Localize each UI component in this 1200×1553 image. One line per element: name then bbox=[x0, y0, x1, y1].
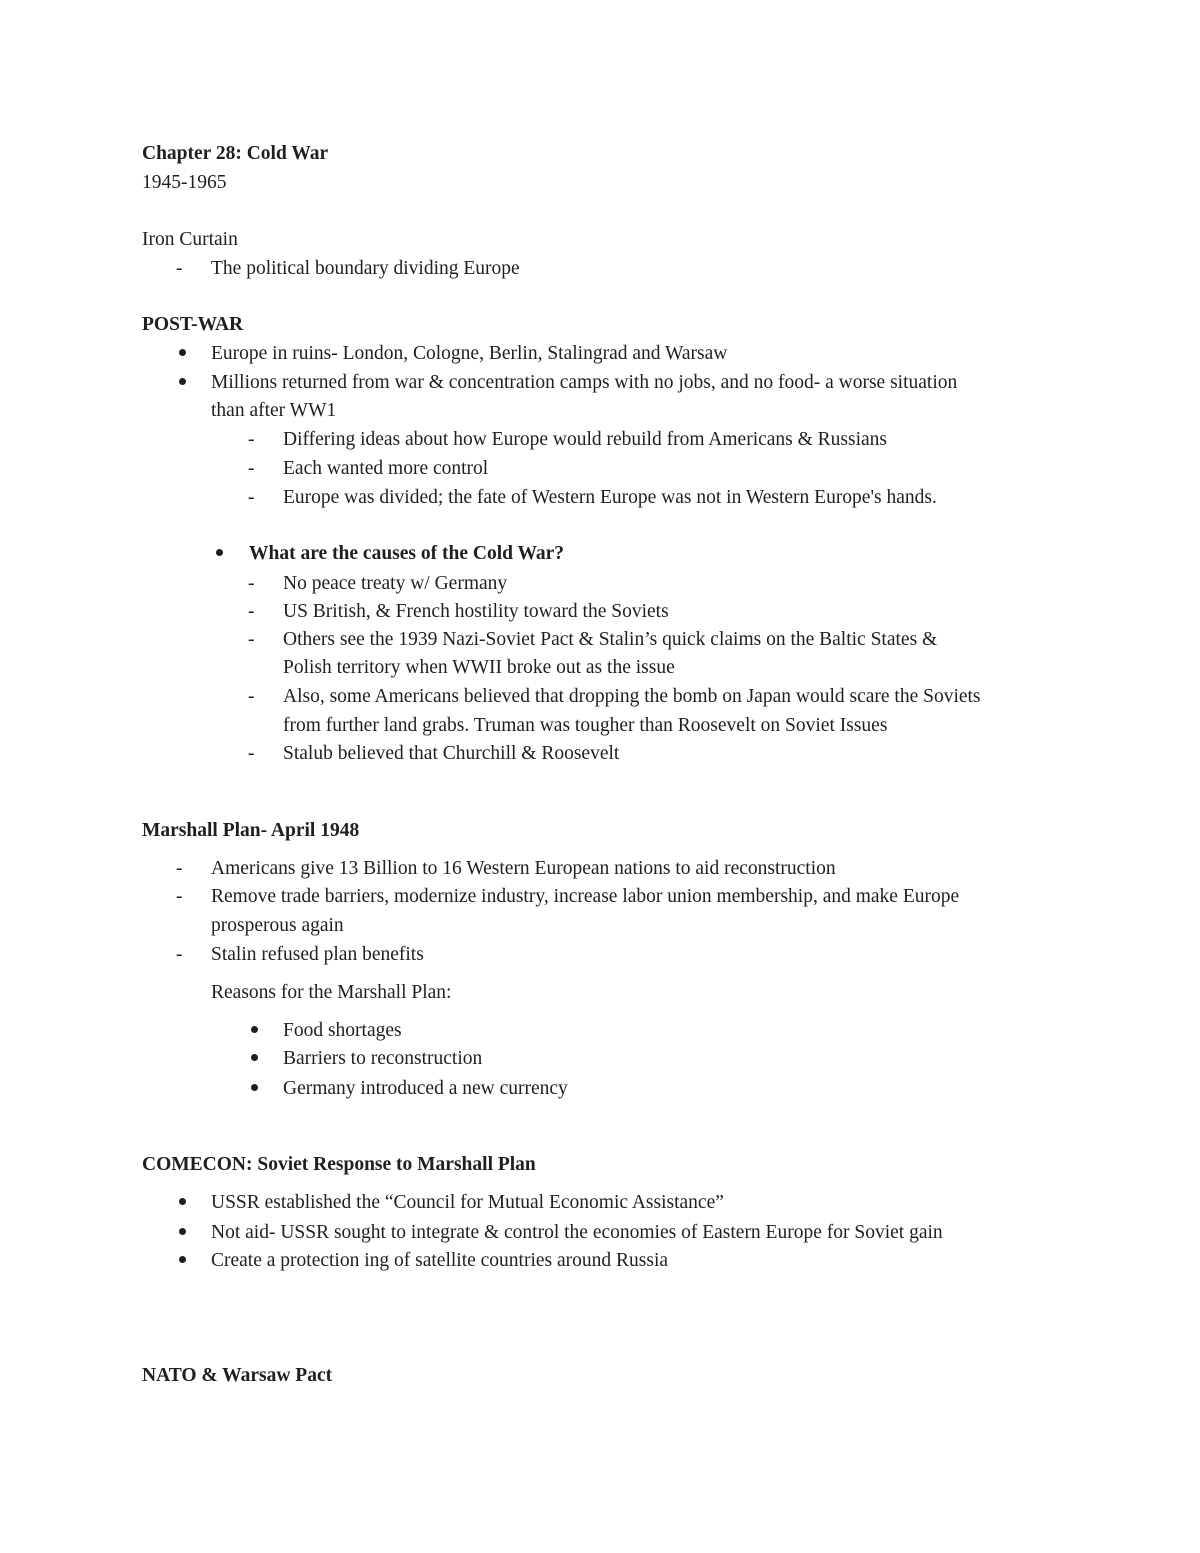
causes-heading: What are the causes of the Cold War? bbox=[249, 543, 565, 564]
dash-marker: - bbox=[248, 601, 255, 622]
bullet-icon bbox=[251, 1026, 258, 1033]
bullet-icon bbox=[179, 1198, 186, 1205]
nato-heading: NATO & Warsaw Pact bbox=[142, 1365, 333, 1386]
list-item-continuation: Polish territory when WWII broke out as the issue bbox=[283, 657, 675, 678]
list-item: Not aid- USSR sought to integrate & control the economies of Eastern Europe for Soviet gain bbox=[211, 1222, 943, 1243]
list-item: Europe was divided; the fate of Western Europe was not in Western Europe's hands. bbox=[283, 487, 937, 508]
list-item: Stalin refused plan benefits bbox=[211, 944, 424, 965]
list-item: The political boundary dividing Europe bbox=[211, 258, 520, 279]
dash-marker: - bbox=[176, 858, 183, 879]
dash-marker: - bbox=[248, 686, 255, 707]
list-item: Create a protection ing of satellite countries around Russia bbox=[211, 1250, 669, 1271]
marshall-plan-heading: Marshall Plan- April 1948 bbox=[142, 820, 360, 841]
bullet-icon bbox=[179, 378, 186, 385]
list-item: Others see the 1939 Nazi-Soviet Pact & Stalin’s quick claims on the Baltic States & bbox=[283, 629, 938, 650]
list-item: US British, & French hostility toward the Soviets bbox=[283, 601, 669, 622]
list-item: Also, some Americans believed that dropping the bomb on Japan would scare the Soviets bbox=[283, 686, 981, 707]
bullet-icon bbox=[251, 1084, 258, 1091]
list-item: Food shortages bbox=[283, 1020, 402, 1041]
dash-marker: - bbox=[176, 944, 183, 965]
list-item: Stalub believed that Churchill & Roosevelt bbox=[283, 743, 620, 764]
dash-marker: - bbox=[248, 429, 255, 450]
list-item: USSR established the “Council for Mutual Economic Assistance” bbox=[211, 1192, 724, 1213]
bullet-icon bbox=[179, 349, 186, 356]
list-item: Millions returned from war & concentration camps with no jobs, and no food- a worse situation bbox=[211, 372, 958, 393]
dash-marker: - bbox=[248, 458, 255, 479]
bullet-icon bbox=[251, 1054, 258, 1061]
comecon-heading: COMECON: Soviet Response to Marshall Plan bbox=[142, 1154, 536, 1175]
list-item: Differing ideas about how Europe would rebuild from Americans & Russians bbox=[283, 429, 888, 450]
bullet-icon bbox=[216, 549, 223, 556]
list-item: Europe in ruins- London, Cologne, Berlin, Stalingrad and Warsaw bbox=[211, 343, 728, 364]
reasons-heading: Reasons for the Marshall Plan: bbox=[211, 982, 452, 1003]
bullet-icon bbox=[179, 1228, 186, 1235]
dash-marker: - bbox=[176, 258, 183, 279]
list-item: Germany introduced a new currency bbox=[283, 1078, 568, 1099]
dash-marker: - bbox=[248, 629, 255, 650]
dash-marker: - bbox=[248, 573, 255, 594]
dash-marker: - bbox=[176, 886, 183, 907]
list-item: Barriers to reconstruction bbox=[283, 1048, 483, 1069]
list-item-continuation: from further land grabs. Truman was tougher than Roosevelt on Soviet Issues bbox=[283, 715, 888, 736]
dash-marker: - bbox=[248, 487, 255, 508]
list-item-continuation: prosperous again bbox=[211, 915, 344, 936]
post-war-heading: POST-WAR bbox=[142, 314, 244, 335]
list-item-continuation: than after WW1 bbox=[211, 400, 337, 421]
list-item: Remove trade barriers, modernize industry, increase labor union membership, and make Europe bbox=[211, 886, 960, 907]
chapter-title: Chapter 28: Cold War bbox=[142, 143, 329, 164]
dash-marker: - bbox=[248, 743, 255, 764]
bullet-icon bbox=[179, 1256, 186, 1263]
list-item: Americans give 13 Billion to 16 Western European nations to aid reconstruction bbox=[211, 858, 836, 879]
list-item: Each wanted more control bbox=[283, 458, 489, 479]
iron-curtain-heading: Iron Curtain bbox=[142, 229, 238, 250]
list-item: No peace treaty w/ Germany bbox=[283, 573, 508, 594]
date-range: 1945-1965 bbox=[142, 172, 227, 193]
